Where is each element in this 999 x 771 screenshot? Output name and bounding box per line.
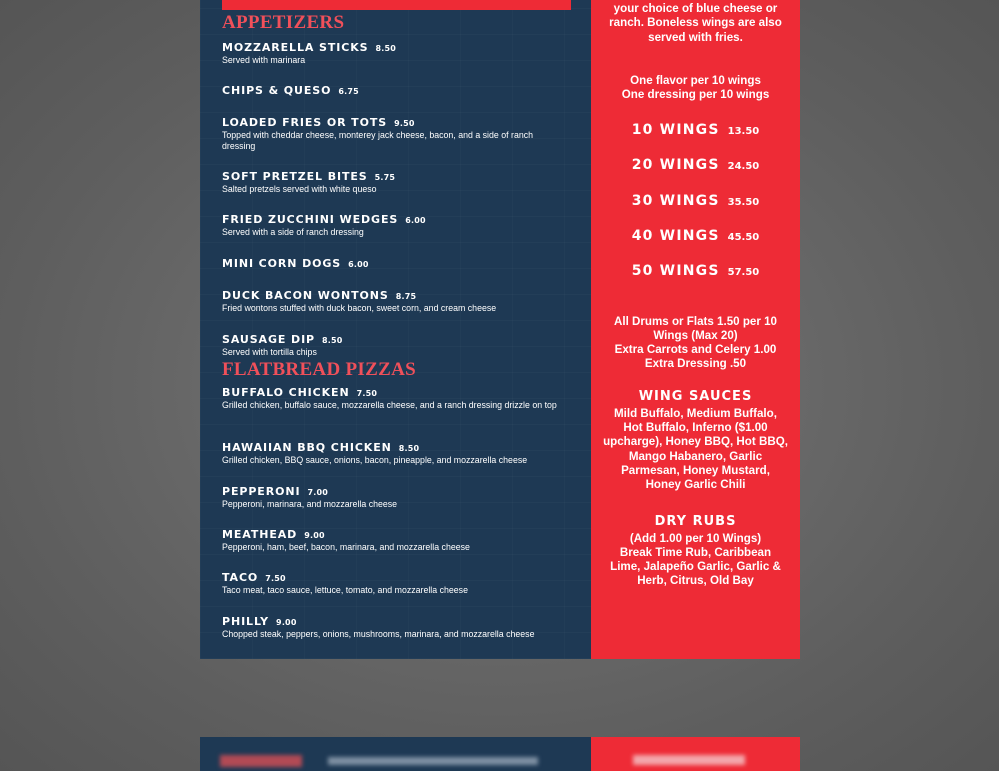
extras-line: Extra Dressing .50: [644, 357, 747, 370]
menu-item: [222, 41, 562, 66]
item-name: CHIPS & QUESO: [222, 84, 332, 97]
item-description: Chopped steak, peppers, onions, mushrooms, marinara, and mozzarella cheese: [222, 629, 535, 639]
wings-panel: [591, 0, 800, 659]
menu-item: [222, 386, 562, 411]
item-name: SAUSAGE DIP: [222, 333, 316, 346]
sauce-list-line: Mild Buffalo, Medium Buffalo,: [614, 407, 777, 420]
item-name: BUFFALO CHICKEN: [222, 386, 350, 399]
menu-item: [222, 333, 562, 358]
item-price: 8.75: [395, 292, 417, 301]
extras-line: All Drums or Flats 1.50 per 10: [613, 315, 778, 328]
appetizers-title: APPETIZERS: [222, 12, 345, 33]
item-price: 7.00: [307, 488, 328, 497]
blurred-heading: [220, 755, 302, 767]
item-price: 6.00: [348, 260, 369, 269]
item-name: LOADED FRIES OR TOTS: [222, 116, 388, 129]
menu-item: [222, 289, 562, 314]
sauce-list-line: upcharge), Honey BBQ, Hot BBQ,: [603, 435, 788, 448]
item-price: 7.50: [265, 574, 286, 583]
wing-size-row: [591, 262, 800, 280]
flavor-rule: One flavor per 10 wings: [630, 74, 761, 87]
sauce-list-line: Hot Buffalo, Inferno ($1.00: [623, 421, 768, 434]
wing-size-label: 40 WINGS: [631, 228, 720, 244]
wing-size-label: 20 WINGS: [631, 157, 720, 173]
sauce-list-line: Parmesan, Honey Mustard,: [621, 464, 770, 477]
flatbread-pizzas-title: FLATBREAD PIZZAS: [222, 359, 416, 380]
item-description: Pepperoni, marinara, and mozzarella cheese: [222, 499, 398, 509]
item-name: FRIED ZUCCHINI WEDGES: [222, 213, 399, 226]
item-description: Fried wontons stuffed with duck bacon, sweet corn, and cream cheese: [222, 303, 497, 313]
menu-item: [222, 615, 562, 640]
wing-size-price: 45.50: [727, 232, 760, 243]
item-name: MOZZARELLA STICKS: [222, 41, 369, 54]
item-description: Served with a side of ranch dressing: [222, 227, 364, 237]
wing-size-label: 30 WINGS: [631, 193, 720, 209]
item-name: SOFT PRETZEL BITES: [222, 170, 368, 183]
wing-size-row: [591, 192, 800, 210]
dressing-rule: One dressing per 10 wings: [621, 88, 770, 101]
rub-list-line: Break Time Rub, Caribbean: [619, 546, 772, 559]
sauce-list-line: Mango Habanero, Garlic: [628, 450, 763, 463]
wing-size-price: 13.50: [727, 126, 760, 137]
food-menu-panel: [200, 0, 591, 659]
wing-size-row: [591, 121, 800, 139]
item-price: 9.00: [276, 618, 297, 627]
next-page-left-panel: [200, 737, 591, 771]
header-accent-bar: [222, 0, 571, 10]
item-price: 6.75: [338, 87, 359, 96]
blurred-text: [328, 757, 538, 765]
rub-list-line: Herb, Citrus, Old Bay: [637, 574, 754, 587]
item-description: Taco meat, taco sauce, lettuce, tomato, and mozzarella cheese: [222, 585, 468, 595]
wing-size-price: 57.50: [727, 267, 760, 278]
item-price: 8.50: [398, 444, 420, 453]
item-description: Served with marinara: [222, 55, 306, 65]
next-menu-page-preview: [200, 737, 800, 771]
wing-size-price: 35.50: [727, 197, 760, 208]
wing-size-row: [591, 156, 800, 174]
menu-item: [222, 441, 562, 466]
extras-line: Extra Carrots and Celery 1.00: [614, 343, 777, 356]
wing-size-label: 50 WINGS: [631, 263, 720, 279]
wing-size-label: 10 WINGS: [631, 122, 720, 138]
item-name: MINI CORN DOGS: [222, 257, 342, 270]
item-description: Grilled chicken, buffalo sauce, mozzarella cheese, and a ranch dressing drizzle on top: [222, 400, 557, 410]
item-price: 9.50: [394, 119, 415, 128]
rub-list-line: (Add 1.00 per 10 Wings): [629, 532, 762, 545]
dry-rubs-title: DRY RUBS: [654, 514, 737, 529]
item-name: HAWAIIAN BBQ CHICKEN: [222, 441, 392, 454]
sauce-list-line: Honey Garlic Chili: [645, 478, 746, 491]
menu-item: [222, 485, 562, 510]
item-price: 6.00: [405, 216, 426, 225]
item-name: DUCK BACON WONTONS: [222, 289, 389, 302]
item-name: PHILLY: [222, 615, 270, 628]
wing-sauces-title: WING SAUCES: [638, 389, 753, 404]
item-price: 8.50: [322, 336, 343, 345]
item-price: 8.50: [375, 44, 396, 53]
wing-size-row: [591, 227, 800, 245]
item-name: TACO: [222, 571, 259, 584]
blurred-heading: [633, 755, 745, 765]
wings-intro-line: served with fries.: [648, 31, 743, 44]
item-price: 7.50: [356, 389, 378, 398]
item-name: MEATHEAD: [222, 528, 298, 541]
item-description: Salted pretzels served with white queso: [222, 184, 377, 194]
menu-item: [222, 116, 562, 152]
item-description: Served with tortilla chips: [222, 347, 317, 357]
item-price: 9.00: [304, 531, 325, 540]
item-price: 5.75: [374, 173, 396, 182]
menu-item: [222, 213, 562, 238]
wings-intro-line: your choice of blue cheese or: [613, 2, 778, 15]
menu-item: [222, 257, 562, 271]
rub-list-line: Lime, Jalapeño Garlic, Garlic &: [610, 560, 781, 573]
menu-item: [222, 170, 562, 195]
menu-item: [222, 84, 562, 98]
item-description: Grilled chicken, BBQ sauce, onions, bacon, pineapple, and mozzarella cheese: [222, 455, 528, 465]
menu-item: [222, 571, 562, 596]
wing-size-price: 24.50: [727, 161, 760, 172]
item-description: Pepperoni, ham, beef, bacon, marinara, and mozzarella cheese: [222, 542, 470, 552]
menu-page: [200, 0, 800, 659]
item-description: Topped with cheddar cheese, monterey jack cheese, bacon, and a side of ranch dressing: [222, 130, 534, 151]
extras-line: Wings (Max 20): [653, 329, 738, 342]
menu-item: [222, 528, 562, 553]
next-page-right-panel: [591, 737, 800, 771]
item-name: PEPPERONI: [222, 485, 301, 498]
wings-intro-line: ranch. Boneless wings are also: [609, 16, 782, 29]
